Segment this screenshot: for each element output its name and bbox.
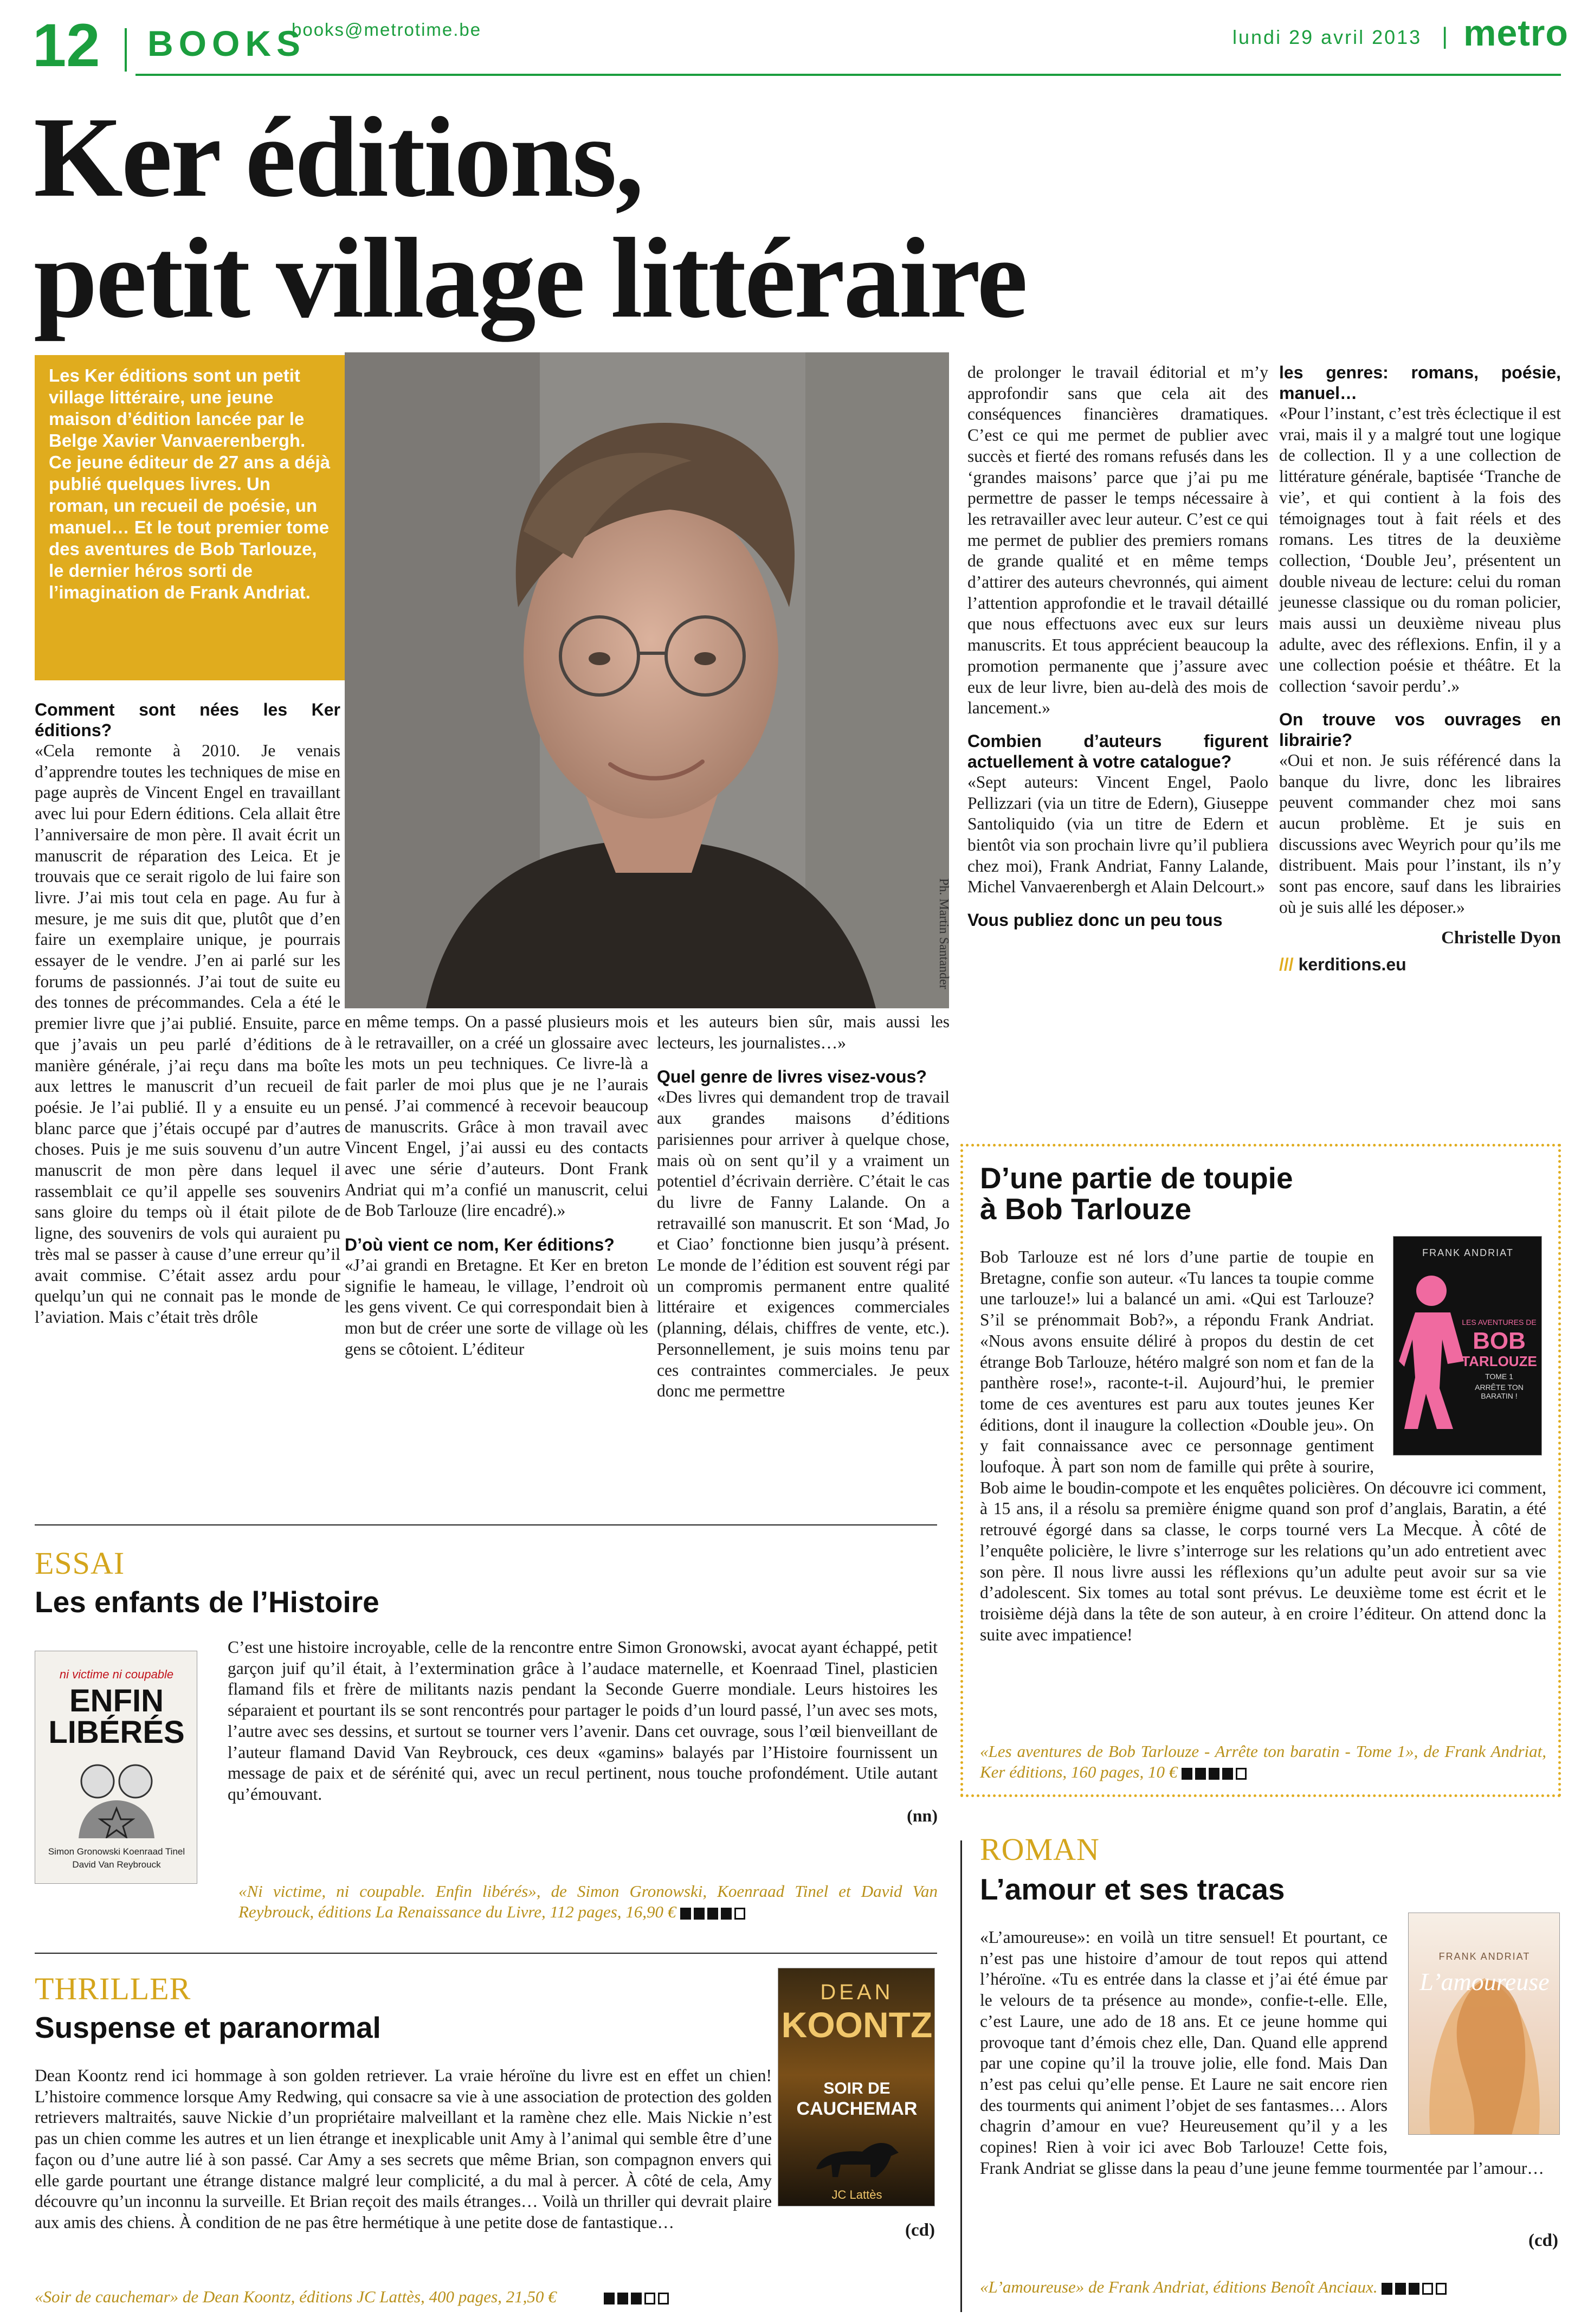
portrait-photo <box>345 352 949 1008</box>
intro-box <box>35 355 346 680</box>
essai-cover-authors-1: Simon Gronowski Koenraad Tinel <box>48 1846 185 1857</box>
headline-line-1: Ker éditions, <box>34 93 643 221</box>
box-title-2: à Bob Tarlouze <box>980 1192 1192 1226</box>
thriller-rating <box>604 2293 669 2304</box>
box-cover-title-2: TARLOUZE <box>1461 1353 1537 1369</box>
essai-top-rule <box>35 1524 937 1525</box>
dog-silhouette-icon <box>811 2131 903 2180</box>
roman-kicker: ROMAN <box>980 1832 1100 1867</box>
thriller-body <box>35 2065 772 2233</box>
rating-box <box>1222 1768 1233 1780</box>
box-cover-tome: TOME 1 <box>1485 1372 1513 1381</box>
essai-cover-title-2: LIBÉRÉS <box>48 1715 185 1750</box>
roman-left-rule <box>960 1840 962 2312</box>
article-column-4 <box>967 362 1268 930</box>
answer-origin: «Cela remonte à 2010. Je venais d’apprendre toutes les techniques de mise en page auprès de Vincent Engel en travaillant avec lui pour Edern éditions. Cela allait être l’anniversaire de mon père. Il avait écrit un manuscrit de réparation des Leica. Et je trouvais que ce serait rigolo de lui faire son livre. J’ai mis tout cela en page. Au fur à mesure, je me suis dit que, plutôt que d’en faire un exemplaire unique, je pourrais essayer de le vendre. J’en ai parlé sur les forums de passionnés. J’ai tout de suite eu des tonnes de précommandes. Cela a été le premier livre que j’ai publié. Ensuite, parce que j’avais un peu parlé d’éditions de manière générale, j’ai reçu dans ma boîte aux lettres le manuscrit d’un recueil de poésie. Je l’ai publié. Il y a ensuite eu un blanc parce que j’étais occupé par d’autres choses. Puis je me suis souvenu d’un autre manuscrit de mon père dans lequel il rassemblait ce qu’il appelle ses souvenirs sans gloire du temps où il était pilote de ligne, des souvenirs de vols qui auraient pu très mal se passer à cause d’une erreur qu’il avait commise. C’était assez ardu pour quelqu’un qui ne connait pas le monde de l’aviation. Mais c’était très drôle <box>35 741 340 1327</box>
rating-box <box>721 1908 732 1920</box>
box-body <box>980 1247 1546 1645</box>
rating-box <box>1182 1768 1192 1780</box>
rating-box <box>694 1908 705 1920</box>
header-divider-1 <box>125 28 127 72</box>
rating-box <box>1382 2283 1392 2295</box>
essai-credit <box>238 1881 938 1922</box>
essai-rating <box>680 1908 745 1920</box>
roman-rating <box>1382 2283 1447 2295</box>
website-slashes: /// <box>1279 955 1294 975</box>
box-cover-title-1: BOB <box>1473 1328 1526 1354</box>
roman-cover-title: L’amoureuse <box>1419 1968 1550 1995</box>
rating-box <box>707 1908 718 1920</box>
rating-box <box>644 2293 655 2304</box>
photo-credit: Ph. Martin Santander <box>937 878 951 989</box>
essai-cover-tagline: ni victime ni coupable <box>59 1668 174 1681</box>
article-column-5 <box>1279 362 1561 975</box>
rating-box <box>680 1908 691 1920</box>
box-text: Bob Tarlouze est né lors d’une partie de toupie en Bretagne, confie son auteur. «Tu lances ta toupie comme une tarlouze!» lui a balancé un ami. «Qui est Tarlouze? S’il se prénommait Bob?», a répondu Frank Andriat. «Nous avons ensuite déliré à propos du destin de cet étrange Bob Tarlouze, hétéro malgré son nom et fan de la panthère rose!», raconte-t-il. Aujourd’hui, le premier tome de ces aventures est paru aux toutes jeunes Ker éditions, dont il inaugure la collection «Double jeu». On y fait connaissance avec ce personnage gentiment loufoque. À part son nom de famille qui prête à sourire, Bob aime le boudin-compote et les enquêtes policières. On découvre ici comment, à 15 ans, il a résolu sa première énigme quand son prof d’anglais, Baratin, a été retrouvé égorgé dans sa classe, le corps tourné vers La Mecque. À côté de l’enquête policière, le livre s’interroge sur les relations qu’un ado entretient avec son père. Il nous livre aussi les réflexions qu’un adulte peut avoir sur sa vie d’adolescent. Six tomes au total sont prévus. Le deuxième tome est écrit et le troisième déjà dans la tête de son auteur, à en croire l’éditeur. On attend donc la suite avec impatience! <box>980 1247 1546 1644</box>
essai-kicker: ESSAI <box>35 1546 125 1581</box>
thriller-title: Suspense et paranormal <box>35 2011 381 2044</box>
essai-cover-title-1: ENFIN <box>69 1683 164 1718</box>
essai-sign: (nn) <box>907 1805 938 1825</box>
article-signature: Christelle Dyon <box>1441 928 1561 948</box>
question-all-genres-cont: les genres: romans, poésie, manuel… <box>1279 363 1561 403</box>
rating-box <box>1422 2283 1433 2295</box>
rating-box <box>631 2293 642 2304</box>
box-cover-author: FRANK ANDRIAT <box>1422 1247 1514 1258</box>
rating-box <box>617 2293 628 2304</box>
question-authors: Combien d’auteurs figurent actuellement à votre catalogue? <box>967 731 1268 771</box>
brand-logo: metro <box>1463 12 1569 54</box>
roman-text: «L’amoureuse»: en voilà un titre sensuel! Et pourtant, ce n’est pas une histoire d’amour de tout repos qui attend l’héroïne. «Tu es entrée dans la classe et j’ai été émue par le velours de ta présence au monde», confie-t-elle. Elle, c’est Laure, une ado de 18 ans. Et ce jeune homme qui provoque tant d’émois chez elle, Dan. Quand elle apprend par une copine qu’il la trouve jolie, elle fond. Mais Dan n’est pas celui qu’elle pense. Et Laure ne sait encore rien des tourments qui animent l’objet de ses fantasmes… Alors chagrin d’amour en vue? Heureusement qu’il y a les copines! Rien à voir ici avec Bob Tarlouze! Cette fois, Frank Andriat se glisse dans la peau d’une jeune femme tourmentée par l’amour… <box>980 1928 1544 2178</box>
box-cover-series: LES AVENTURES DE <box>1462 1318 1537 1327</box>
thriller-credit <box>35 2287 937 2307</box>
thriller-sign: (cd) <box>905 2220 935 2240</box>
rating-box <box>604 2293 615 2304</box>
website-link[interactable]: kerditions.eu <box>1298 955 1406 975</box>
essai-body <box>228 1637 938 1826</box>
box-credit <box>980 1741 1546 1782</box>
answer-bookstores: «Oui et non. Je suis référencé dans la banque du livre, donc les libraires peuvent commander chez moi sans aucun problème. Et je suis en discussions avec Weyrich pour qu’ils me distribuent. Mais pour l’instant, ils n’y sont pas encore, sauf dans les librairies où je suis allé les déposer.» <box>1279 750 1561 917</box>
essai-book-cover <box>35 1651 197 1884</box>
roman-title: L’amour et ses tracas <box>980 1872 1285 1906</box>
thriller-cover-publisher: JC Lattès <box>831 2188 882 2201</box>
answer-name-cont: et les auteurs bien sûr, mais aussi les lecteurs, les journalistes…» <box>657 1012 950 1052</box>
website-line <box>1279 954 1561 975</box>
question-all-genres: Vous publiez donc un peu tous <box>967 910 1223 930</box>
rating-box <box>658 2293 669 2304</box>
thriller-cover-title-2: CAUCHEMAR <box>796 2098 918 2119</box>
essai-cover-illustration <box>73 1752 160 1838</box>
roman-body <box>980 1927 1560 2179</box>
answer-authors: «Sept auteurs: Vincent Engel, Paolo Pellizzari (via un titre de Edern), Giuseppe Santoliquido (via un titre de Edern et bientôt via son prochain livre qu’il publiera chez moi), Frank Andriat, Fanny Lalande, Michel Vanvaerenbergh et Alain Delcourt.» <box>967 772 1268 897</box>
box-credit-text: «Les aventures de Bob Tarlouze - Arrête ton baratin - Tome 1», de Frank Andriat, Ker éditions, 160 pages, 10 € <box>980 1742 1546 1781</box>
thriller-kicker: THRILLER <box>35 1971 191 2006</box>
header-date: lundi 29 avril 2013 <box>1232 26 1422 48</box>
roman-cover-author: FRANK ANDRIAT <box>1438 1951 1531 1962</box>
rating-box <box>1195 1768 1206 1780</box>
answer-origin-cont: en même temps. On a passé plusieurs mois à le retravailler, on a créé un glossaire avec les mots un peu techniques. Ce livre-là a fait parler de moi plus que je ne l’aurais pensé. J’ai commencé à recevoir beaucoup de manuscrits. Grâce à mon travail avec Vincent Engel, j’ai aussi eu des contacts avec une série d’auteurs. Dont Frank Andriat qui m’a confié un manuscrit, celui de Bob Tarlouze (lire encadré).» <box>345 1012 648 1220</box>
roman-credit <box>980 2277 1560 2297</box>
thriller-cover-author-2: KOONTZ <box>781 2005 933 2045</box>
thriller-text: Dean Koontz rend ici hommage à son golden retriever. La vraie héroïne du livre est en effet un chien! L’histoire commence lorsque Amy Redwing, qui consacre sa vie à une association de protection des golden retrievers maltraités, sauve Nickie d’un propriétaire malveillant et la ramène chez elle. Mais Nickie n’est pas un chien comme les autres et un lien étrange et inexplicable unit Amy à l’animal qui semble être d’une façon ou d’une autre lié à son passé. Car Amy a ses secrets que même Brian, son compagnon envers qui elle garde pourtant une étrange distance malgré leur complicité, a du mal à percer. À côté de cela, Amy découvre qu’un inconnu la surveille. Et Brian reçoit des mails étranges… Voilà un thriller qui devrait plaire aux amis des chiens. À condition de ne pas être hermétique à une petite dose de fantastique… <box>35 2066 772 2232</box>
essai-credit-text: «Ni victime, ni coupable. Enfin libérés», de Simon Gronowski, Koenraad Tinel et David Van Reybrouck, éditions La Renaissance du Livre, 112 pages, 16,90 € <box>238 1882 938 1921</box>
essai-text: C’est une histoire incroyable, celle de la rencontre entre Simon Gronowski, avocat ayant échappé, petit garçon juif qu’il était, à l’extermination grâce à l’audace maternelle, et Koenraad Tinel, plasticien flamand fils et frère de militants nazis pendant la Seconde Guerre mondiale. Leurs histoires les séparaient et pourtant ils se sont rencontrés pour partager le poids d’un lourd passé, l’un avec ses mots, l’autre avec ses dessins, et surtout se tourner vers l’avenir. Dans cet ouvrage, sous l’œil bienveillant de l’auteur flamand David Van Reybrouck, ces deux «gamins» balayés par l’Histoire fournissent un message de paix et de sérénité qui, avec un recul pertinent, nous touche profondément. Utile autant qu’émouvant. <box>228 1638 938 1804</box>
thriller-top-rule <box>35 1953 937 1954</box>
answer-genre: «Des livres qui demandent trop de travail aux grandes maisons d’éditions parisiennes pour arriver à quelque chose, mais où on sent qu’il y a vraiment un potentiel d’écrivain derrière. C’était le cas du livre de Fanny Lalande. On a retravaillé son manuscrit. Et son ‘Mad, Jo et Ciao’ fonctionne bien jusqu’à présent. Le monde de l’édition est souvent régi par un compromis permanent entre qualité littéraire et exigences commerciales (planning, délais, chiffres de vente, etc.). Personnellement, je suis moins tenu par ces contraintes commerciales. Je peux donc me permettre <box>657 1087 950 1401</box>
headline-line-2: petit village littéraire <box>34 214 1027 342</box>
thriller-cover-title-1: SOIR DE <box>823 2080 890 2097</box>
portrait-illustration <box>345 352 949 1008</box>
header-separator: | <box>1442 23 1448 49</box>
roman-sign: (cd) <box>1528 2231 1558 2250</box>
rating-box <box>1395 2283 1406 2295</box>
section-email[interactable]: books@metrotime.be <box>292 20 482 40</box>
rating-box <box>1209 1768 1219 1780</box>
thriller-book-cover <box>778 1968 935 2206</box>
answer-genre-cont: de prolonger le travail éditorial et m’y approfondir sans que cela ait des conséquences financières dramatiques. C’est ce qui me permet de publier avec succès et fierté des romans refusés dans les ‘grandes maisons’ parce que j’ai pu me permettre de passer le temps nécessaire à les retravailler avec leur auteur. C’est ce qui me permet de publier des premiers romans de grande qualité et en même temps d’attirer des auteurs chevronnés, qui aiment l’attention approfondie et le travail détaillé que nous effectuons avec eux sur leurs manuscrits. Et tous apprécient beaucoup la promotion permanente que j’assure avec eux de leur livre, bien au-delà des mois de lancement.» <box>967 363 1268 718</box>
thriller-cover-author-1: DEAN <box>820 1980 894 2004</box>
article-column-3 <box>657 1012 950 1402</box>
page-number: 12 <box>33 11 100 79</box>
question-origin: Comment sont nées les Ker éditions? <box>35 700 340 740</box>
thriller-credit-text: «Soir de cauchemar» de Dean Koontz, éditions JC Lattès, 400 pages, 21,50 € <box>35 2287 557 2306</box>
section-name: BOOKS <box>147 23 306 63</box>
article-column-1 <box>35 694 340 1328</box>
intro-text: Les Ker éditions sont un petit village littéraire, une jeune maison d’édition lancée par le Belge Xavier Vanvaerenbergh. Ce jeune éditeur de 27 ans a déjà publié quelques livres. Un roman, un recueil de poésie, un manuel… Et le tout premier tome des aventures de Bob Tarlouze, le dernier héros sorti de l’imagination de Frank Andriat. <box>49 365 331 602</box>
roman-credit-text: «L’amoureuse» de Frank Andriat, éditions Benoît Anciaux. <box>980 2277 1378 2296</box>
rating-box <box>1436 2283 1447 2295</box>
question-genre: Quel genre de livres visez-vous? <box>657 1067 927 1087</box>
rating-box <box>734 1908 745 1920</box>
rating-box <box>1409 2283 1419 2295</box>
header-rule <box>135 74 1561 76</box>
question-name: D’où vient ce nom, Ker éditions? <box>345 1235 615 1255</box>
answer-collections: «Pour l’instant, c’est très éclectique il est vrai, mais il y a malgré tout une logique de collection. Il y a une collection de littérature générale, baptisée ‘Tranche de vie’, et qui contient à la fois des témoignages tout à fait réels et des romans. Les titres de la deuxième collection, ‘Double Jeu’, présentent un double niveau de lecture: celui du roman jeunesse classique ou du roman policier, mais aussi un deuxième niveau plus adulte, avec des réflexions. Enfin, il y a une collection poésie et théâtre. Et la collection ‘savoir perdu’.» <box>1279 404 1561 696</box>
question-bookstores: On trouve vos ouvrages en librairie? <box>1279 709 1561 750</box>
answer-name: «J’ai grandi en Bretagne. Et Ker en breton signifie le hameau, le village, l’endroit où les gens vivent. Ce qui correspondait bien à mon but de créer une sorte de village où les gens se côtoient. L’éditeur <box>345 1256 648 1359</box>
article-column-2 <box>345 1012 648 1360</box>
box-rating <box>1182 1768 1247 1780</box>
essai-title: Les enfants de l’Histoire <box>35 1585 379 1619</box>
box-title-1: D’une partie de toupie <box>980 1161 1293 1195</box>
rating-box <box>1236 1768 1247 1780</box>
essai-cover-authors-2: David Van Reybrouck <box>72 1859 161 1870</box>
box-cover-subtitle: ARRÊTE TON BARATIN ! <box>1475 1383 1524 1400</box>
